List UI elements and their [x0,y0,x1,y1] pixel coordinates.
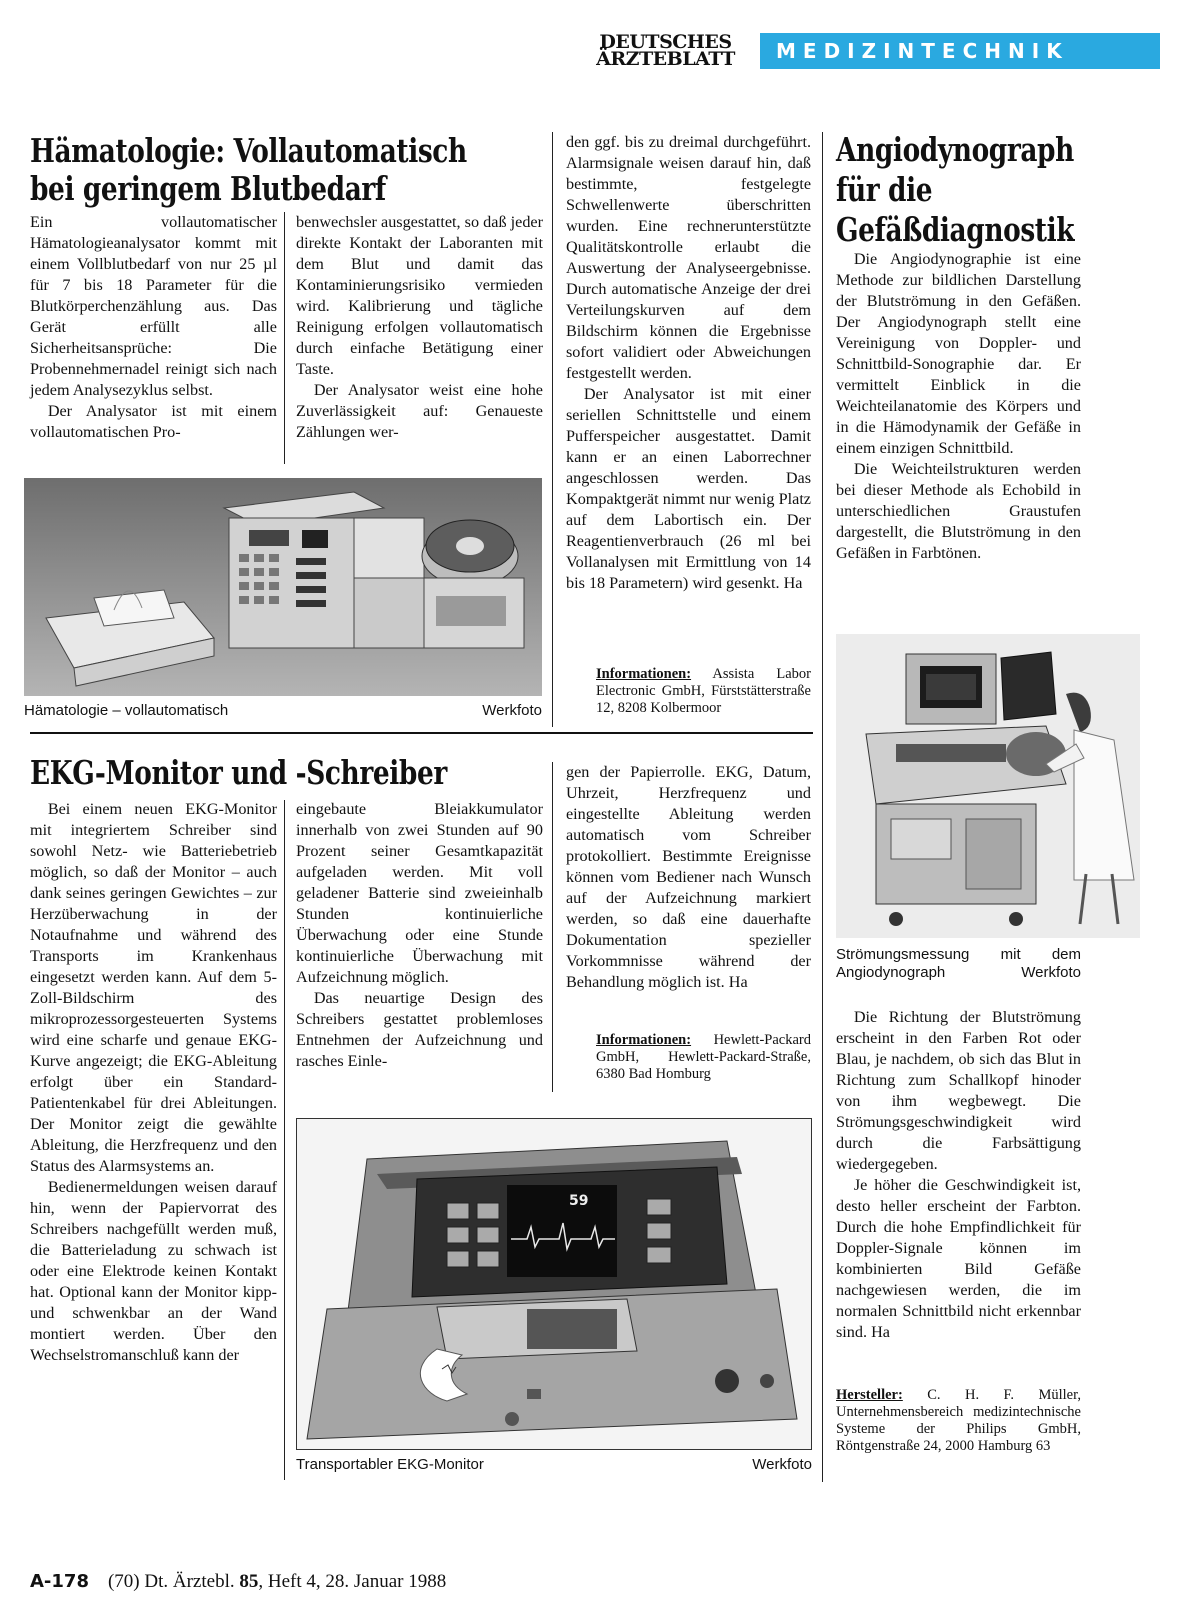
paragraph: Die Angiodynographie ist eine Methode zur bildlichen Darstellung der Blutströmung in den Gefäßen. Der Angiodynograph stellt eine Vereinigung von Doppler- und Schnittbild-Sonographie dar. Er vermittelt Einblick in die Weichteilanatomie des Körpers und in die Hämodynamik der Gefäße in einem einzigen Schnittbild. [836,250,1081,457]
column-divider [822,132,823,1482]
article3-headline-line1: Angiodynograph [836,130,1074,169]
page-code: A-178 [30,1571,89,1592]
article3-headline-line3: Gefäßdiagnostik [836,210,1075,249]
article1-info [596,666,811,717]
article1-headline-line2: bei geringem Blutbedarf [30,169,386,208]
section-label: MEDIZINTECHNIK [760,33,1160,69]
article2-headline: EKG-Monitor und -Schreiber [30,753,447,792]
article1-photo-caption [24,702,542,720]
ekg-monitor-illustration [297,1119,811,1449]
article3-photo-caption [836,946,1081,982]
article1-column-3 [566,132,811,594]
paragraph: Ein vollautomatischer Hämatologieanalysator kommt mit einem Vollblutbedarf von nur 25 µl für 7 bis 18 Parameter für die Blutkörperchenzählung aus. Das Gerät erfüllt alle Sicherheitsansprüche: Die Probennehmernadel reinigt sich nach jedem Analysezyklus selbst. [30,213,277,399]
article2-column-2 [296,799,543,1072]
paragraph: Der Analysator ist mit einer seriellen Schnittstelle und einem Pufferspeicher ausgestattet. Damit kann er an einen Laborrechner angeschlossen werden. Das Kompaktgerät nimmt nur wenig Platz auf dem Labortisch ein. Der Reagentienverbrauch (26 ml bei Vollanalysen mit Ermittlung von 14 bis 18 Parametern) wird gesenkt. Ha [566,385,811,592]
paragraph: den ggf. bis zu dreimal durchgeführt. Alarmsignale weisen darauf hin, daß bestimmte, festgelegte Schwellenwerte überschritten wurden. Eine rechnerunterstützte Qualitätskontrolle erlaubt die Auswertung der Analyseergebnisse. Durch automatische Anzeige der drei Verteilungskurven auf dem Bildschirm können die Ergebnisse sofort validiert oder Abweichungen festgestellt werden. [566,133,811,382]
paragraph: Der Analysator weist eine hohe Zuverlässigkeit auf: Genaueste Zählungen wer- [296,381,543,441]
paragraph: Bedienermeldungen weisen darauf hin, wenn der Papiervorrat des Schreibers nachgefüllt werden muß, die Batterieladung zu schwach ist oder eine Elektrode keinen Kontakt hat. Optional kann der Monitor kipp- und schwenkbar an der Wand montiert werden. Über den Wechselstromanschluß kann der [30,1178,277,1364]
article3-headline-line2: für die [836,170,933,209]
section-rule [30,732,813,734]
article3-info [836,1387,1081,1455]
column-divider [284,800,285,1480]
column-divider [552,762,553,1092]
logo-line-1: DEUTSCHES [599,31,732,53]
paragraph: Je höher die Geschwindigkeit ist, desto heller erscheint der Farbton. Durch die hohe Empfindlichkeit für Doppler-Signale können im kombinierten Bild Gefäße nachgewiesen werden, die im normalen Schnittbild nicht erkennbar sind. Ha [836,1176,1081,1341]
paragraph: gen der Papierrolle. EKG, Datum, Uhrzeit, Herzfrequenz und eingestellte Ableitung werden automatisch vom Schreiber protokolliert. Bestimmte Ereignisse können vom Bediener nach Wunsch auf der Aufzeichnung markiert werden, so daß eine dauerhafte Dokumentation spezieller Vorkommnisse während der Behandlung möglich ist. Ha [566,763,811,991]
paragraph: Der Analysator ist mit einem vollautomatischen Pro- [30,402,277,441]
angiodynograph-photo [836,634,1140,938]
caption-line-2: Angiodynograph [836,964,946,981]
info-text: Hewlett-Packard GmbH, Hewlett-Packard-Straße, 6380 Bad Homburg [596,1032,811,1082]
ekg-monitor-photo [296,1118,812,1450]
analyzer-illustration [24,478,542,696]
paragraph: Die Weichteilstrukturen werden bei dieser Methode als Echobild in unterschiedlichen Graustufen dargestellt, die Blutströmung in den Gefäßen in Farbtönen. [836,460,1081,562]
photo-credit: Werkfoto [482,702,542,719]
article1-column-1 [30,212,277,443]
article3-headline [836,130,1108,250]
paragraph: Die Richtung der Blutströmung erscheint in den Farben Rot oder Blau, je nachdem, ob sich das Blut in Richtung zum Schallkopf hinoder von ihm wegbewegt. Die Strömungsgeschwindigkeit wird durch die Farbsättigung wiedergegeben. [836,1008,1081,1173]
article2-info [596,1032,811,1083]
journal-logo [588,31,743,70]
article2-column-1 [30,799,277,1366]
article3-column-top [836,249,1081,564]
photo-credit: Werkfoto [752,1456,812,1473]
info-label: Informationen: [596,666,692,682]
paragraph: benwechsler ausgestattet, so daß jeder direkte Kontakt der Laboranten mit dem Blut und damit das Kontaminierungsrisiko vermieden wird. Kalibrierung und tägliche Reinigung erfolgen vollautomatisch durch einfache Betätigung einer Taste. [296,213,543,378]
article1-column-2 [296,212,543,443]
citation-suffix: , Heft 4, 28. Januar 1988 [258,1571,447,1592]
angiodynograph-illustration [836,634,1140,938]
paragraph: Bei einem neuen EKG-Monitor mit integriertem Schreiber sind sowohl Netz- wie Batteriebetrieb möglich, so daß der Monitor – auch dank seines geringen Gewichtes – zur Herzüberwachung in der Notaufnahme und während des Transports im Krankenhaus eingesetzt werden kann. Auf dem 5-Zoll-Bildschirm des mikroprozessorgesteuerten Systems wird eine scharfe und genaue EKG-Kurve angezeigt; die EKG-Ableitung erfolgt über ein Standard-Patientenkabel für drei Ableitungen. Der Monitor zeigt die gewählte Ableitung, die Herzfrequenz und den Status des Alarmsystems an. [30,800,277,1175]
column-divider [284,212,285,464]
paragraph: Das neuartige Design des Schreibers gestattet problemloses Entnehmen der Aufzeichnung und rasches Einle- [296,989,543,1070]
caption-text: Hämatologie – vollautomatisch [24,702,229,719]
article3-column-bottom [836,1007,1081,1343]
article2-column-3 [566,762,811,993]
article2-photo-caption [296,1456,812,1474]
info-text: Assista Labor Electronic GmbH, Fürststätterstraße 12, 8208 Kolbermoor [596,666,811,716]
paragraph: eingebaute Bleiakkumulator innerhalb von zwei Stunden auf 90 Prozent seiner Gesamtkapazität aufgeladen werden. Mit voll geladener Batterie sind zweieinhalb Stunden kontinuierliche Überwachung oder eine Stunde kontinuierliche Überwachung mit Aufzeichnung möglich. [296,800,543,986]
page-footer [30,1571,446,1593]
caption-line-1: Strömungsmessung mit dem [836,946,1081,963]
info-text: C. H. F. Müller, Unternehmensbereich medizintechnische Systeme der Philips GmbH, Röntgenstraße 24, 2000 Hamburg 63 [836,1387,1081,1454]
info-label: Hersteller: [836,1387,903,1403]
photo-credit: Werkfoto [1021,964,1081,981]
hematology-analyzer-photo [24,478,542,696]
column-divider [552,132,553,727]
caption-text: Transportabler EKG-Monitor [296,1456,484,1473]
volume-number: 85 [239,1571,259,1592]
logo-line-2: ÄRZTEBLATT [596,48,735,70]
heart-rate-readout: 59 [569,1193,589,1209]
article1-headline [30,132,478,208]
citation-prefix: (70) Dt. Ärztebl. [107,1571,235,1592]
article1-headline-line1: Hämatologie: Vollautomatisch [30,131,467,170]
info-label: Informationen: [596,1032,692,1048]
